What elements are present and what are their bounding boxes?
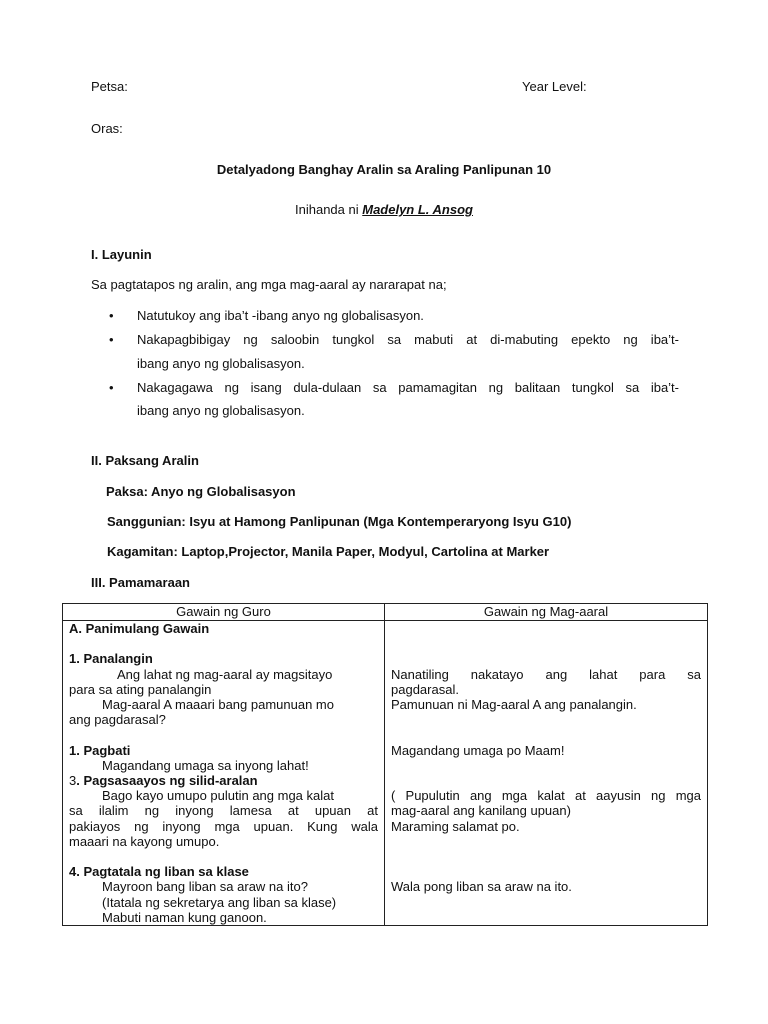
prepared-by [0,202,768,217]
objective-item [91,376,679,423]
pamamaraan-heading: III. Pamamaraan [91,575,190,590]
spacer [391,864,701,879]
column-header-guro: Gawain ng Guro [63,604,385,621]
teacher-line: maaari na kayong umupo. [69,833,220,849]
teacher-line: ang pagdarasal? [69,712,166,728]
teacher-line: Ang lahat ng mag-aaral ay magsitayo [117,666,333,682]
teacher-line: Mag-aaral A maaari bang pamunuan mo [102,697,334,712]
pagtatala-heading: 4. Pagtatala ng liban sa klase [69,864,249,880]
pagbati-heading: 1. Pagbati [69,742,131,758]
kagamitan-line: Kagamitan: Laptop,Projector, Manila Paper, Modyul, Cartolina at Marker [107,544,550,559]
student-line: Pamunuan ni Mag-aaral A ang panalangin. [391,696,637,712]
teacher-line: pakiayos ng inyong mga upuan. Kung wala [69,818,378,834]
spacer [391,727,701,742]
student-line: pagdarasal. [391,681,459,697]
document-title: Detalyadong Banghay Aralin sa Araling Panlipunan 10 [216,162,552,177]
layunin-heading: I. Layunin [91,247,152,262]
student-line: Nanatiling nakatayo ang lahat para sa [391,666,701,682]
table-row [63,621,708,926]
guro-activities-cell [63,621,385,926]
teacher-line: Mayroon bang liban sa araw na ito? [102,879,308,895]
spacer [69,727,378,742]
objective-item [91,304,679,328]
objective-line: ibang anyo ng globalisasyon. [137,403,305,418]
spacer [391,834,701,849]
author-name: Madelyn L. Ansog [362,202,473,217]
spacer [391,849,701,864]
objective-line: Nakapagbibigay ng saloobin tungkol sa mabuti at di-mabuting epekto ng iba’t- [137,332,679,347]
panalangin-heading: 1. Panalangin [69,651,153,667]
spacer [391,773,701,788]
student-line: ( Pupulutin ang mga kalat at aayusin ng mga [391,788,701,804]
petsa-label: Petsa: [91,79,128,94]
teacher-line: Magandang umaga sa inyong lahat! [102,757,309,773]
table-header-row [63,604,708,621]
student-line: Wala pong liban sa araw na ito. [391,879,572,895]
column-header-mag-aaral: Gawain ng Mag-aaral [385,604,708,621]
lesson-plan-table [62,603,708,926]
bullet-icon: • [109,308,114,323]
teacher-line: Bago kayo umupo pulutin ang mga kalat [102,788,334,804]
paksa-line: Paksa: Anyo ng Globalisasyon [106,484,296,499]
panimulang-gawain-heading: A. Panimulang Gawain [69,621,210,636]
year-level-label: Year Level: [522,79,587,94]
teacher-line: Mabuti naman kung ganoon. [102,909,267,925]
objective-item [91,328,679,375]
pagsasaayos-heading [69,773,378,788]
teacher-line: sa ilalim ng inyong lamesa at upuan at [69,803,378,819]
spacer [69,636,378,651]
bullet-icon: • [109,379,114,395]
spacer [69,849,378,864]
student-line: mag-aaral ang kanilang upuan) [391,803,571,819]
spacer [391,758,701,773]
oras-label: Oras: [91,121,123,136]
objectives-list [91,304,679,423]
spacer [391,712,701,727]
teacher-line: (Itatala ng sekretarya ang liban sa klase) [102,894,337,910]
layunin-intro: Sa pagtatapos ng aralin, ang mga mag-aaral ay nararapat na; [91,277,447,292]
mag-aaral-activities-cell [385,621,708,926]
spacer [391,621,701,636]
spacer [391,636,701,651]
pagsasaayos-title: . Pagsasaayos ng silid-aralan [76,773,258,788]
student-line: Maraming salamat po. [391,818,520,834]
sanggunian-line: Sanggunian: Isyu at Hamong Panlipunan (Mga Kontemperaryong Isyu G10) [107,514,572,529]
objective-line: ibang anyo ng globalisasyon. [137,355,305,371]
objective-line: Nakagagawa ng isang dula-dulaan sa pamamagitan ng balitaan tungkol sa iba’t- [137,379,679,395]
student-line: Magandang umaga po Maam! [391,742,565,758]
prepared-by-prefix: Inihanda ni [295,202,363,217]
objective-line: Natutukoy ang iba’t -ibang anyo ng globalisasyon. [137,308,424,323]
spacer [391,651,701,666]
pagsasaayos-number: 3 [69,773,77,788]
paksang-aralin-heading: II. Paksang Aralin [91,453,199,468]
teacher-line: para sa ating panalangin [69,681,212,697]
bullet-icon: • [109,332,114,347]
